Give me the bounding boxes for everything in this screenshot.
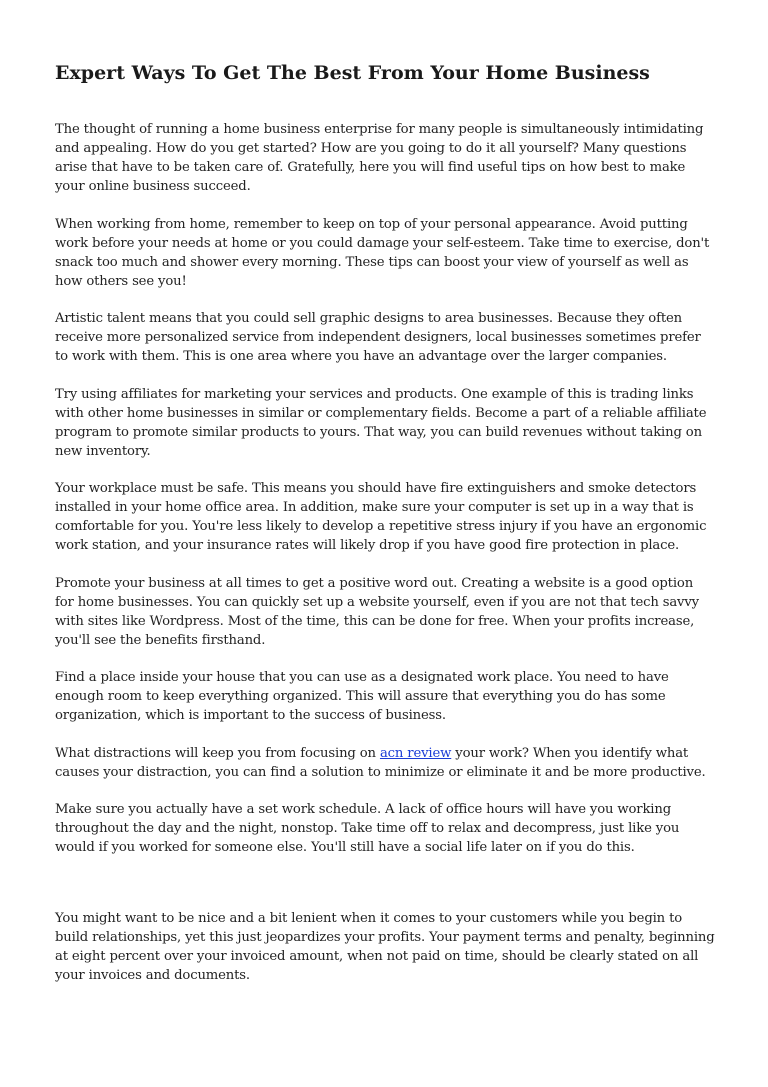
paragraph-distractions [55, 744, 715, 782]
paragraph-artistic-talent: Artistic talent means that you could sell graphic designs to area businesses. Because they often receive more personalized service from independent designers, local businesses sometimes prefer to work with them. This is one area where you have an advantage over the larger companies. [55, 311, 701, 364]
paragraph-distractions-after: your work? When you identify what causes your distraction, you can find a solution to minimize or eliminate it and be more productive. [55, 745, 706, 780]
paragraph-workplace-safety: Your workplace must be safe. This means you should have fire extinguishers and smoke detectors installed in your home office area. In addition, make sure your computer is set up in a way that is comfortable for you. You're less likely to develop a repetitive stress injury if you have an ergonomic work station, and your insurance rates will likely drop if you have good fire protection in place. [55, 481, 707, 553]
paragraph-intro: The thought of running a home business enterprise for many people is simultaneously intimidating and appealing. How do you get started? How are you going to do it all yourself? Many questions arise that have to be taken care of. Gratefully, here you will find useful tips on how best to make your online business succeed. [55, 122, 704, 194]
paragraph-promote-business: Promote your business at all times to get a positive word out. Creating a website is a good option for home businesses. You can quickly set up a website yourself, even if you are not that tech savvy with sites like Wordpress. Most of the time, this can be done for free. When your profits increase, you'll see the benefits firsthand. [55, 575, 699, 648]
paragraph-appearance: When working from home, remember to keep on top of your personal appearance. Avoid putting work before your needs at home or you could damage your self-esteem. Take time to exercise, don't snack too much and shower every morning. These tips can boost your view of yourself as well as how others see you! [55, 216, 710, 289]
paragraph-customers: You might want to be nice and a bit lenient when it comes to your customers while you begin to build relationships, yet this just jeopardizes your profits. Your payment terms and penalty, beginning at eight percent over your invoiced amount, when not paid on time, should be clearly stated on all your invoices and documents. [55, 911, 715, 983]
document-title: Expert Ways To Get The Best From Your Home Business [55, 62, 650, 84]
paragraph-distractions-before: What distractions will keep you from focusing on [55, 745, 380, 761]
document-page [55, 58, 715, 1004]
paragraph-work-schedule: Make sure you actually have a set work schedule. A lack of office hours will have you working throughout the day and the night, nonstop. Take time off to relax and decompress, just like you would if you worked for someone else. You'll still have a social life later on if you do this. [55, 802, 680, 855]
paragraph-affiliates: Try using affiliates for marketing your services and products. One example of this is trading links with other home businesses in similar or complementary fields. Become a part of a reliable affiliate program to promote similar products to yours. That way, you can build revenues without taking on new inventory. [55, 386, 707, 459]
acn-review-link[interactable]: acn review [379, 745, 452, 761]
paragraph-work-place: Find a place inside your house that you can use as a designated work place. You need to have enough room to keep everything organized. This will assure that everything you do has some organization, which is important to the success of business. [55, 670, 669, 723]
